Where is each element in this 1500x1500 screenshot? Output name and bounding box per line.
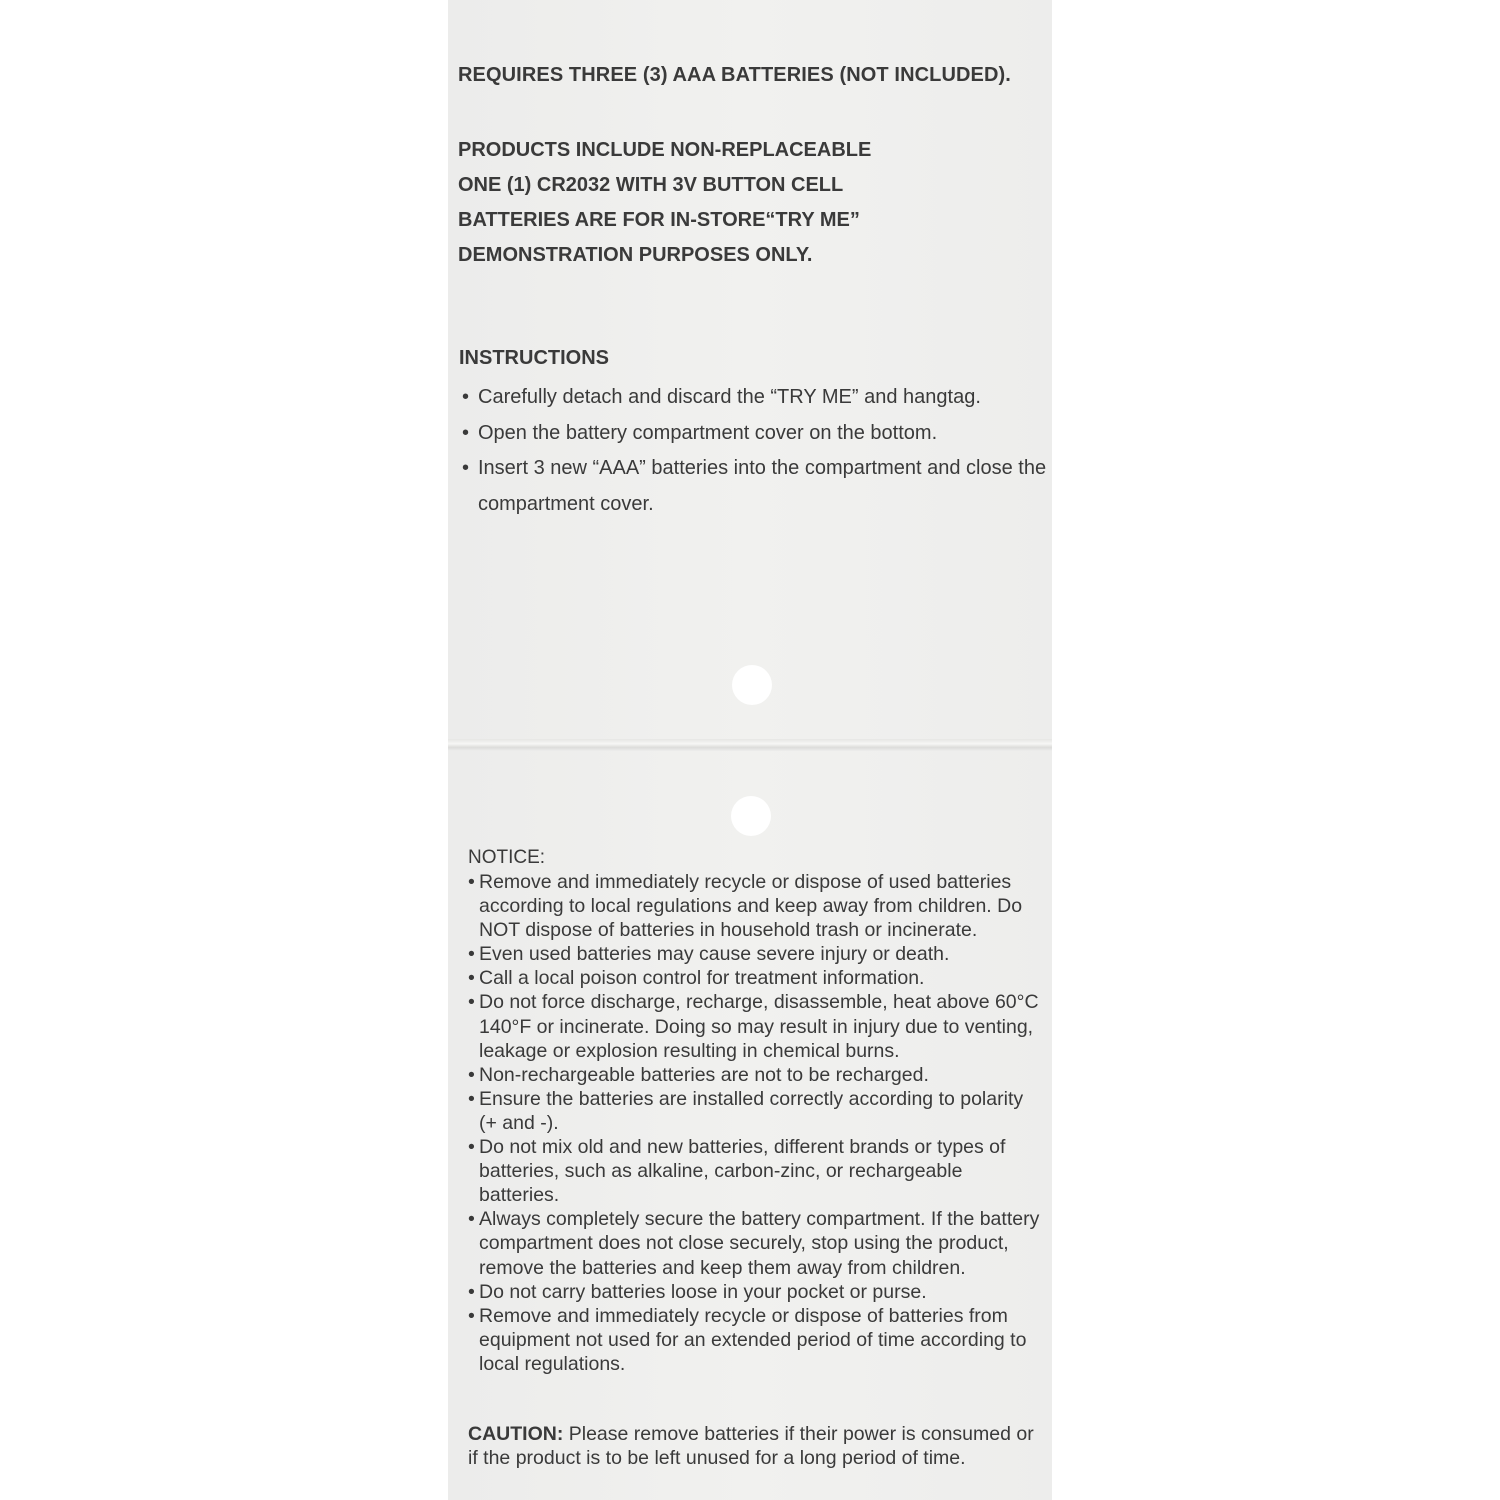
bullet-icon: •: [468, 871, 475, 893]
bullet-icon: •: [468, 967, 475, 990]
instruction-item: [462, 380, 1048, 416]
notice-item: [468, 870, 1040, 942]
caution-label: CAUTION:: [468, 1423, 564, 1445]
notice-text: Do not carry batteries loose in your pocket or purse.: [479, 1280, 927, 1303]
demo-battery-line: PRODUCTS INCLUDE NON-REPLACEABLE: [458, 139, 872, 161]
notice-list: [468, 870, 1040, 1376]
notice-item: [468, 966, 1040, 990]
notice-text: Remove and immediately recycle or dispose of batteries from equipment not used for an extended period of time according to local regulations.: [479, 1304, 1027, 1375]
instruction-item: [462, 451, 1048, 522]
instructions-heading: INSTRUCTIONS: [459, 347, 609, 369]
notice-item: [468, 1304, 1040, 1376]
demo-battery-line: BATTERIES ARE FOR IN-STORE“TRY ME”: [458, 209, 860, 231]
notice-text: Even used batteries may cause severe injury or death.: [479, 943, 950, 966]
hang-hole-bottom: [731, 796, 771, 836]
bullet-icon: •: [468, 991, 475, 1014]
notice-item: [468, 942, 1040, 966]
bullet-icon: •: [468, 1304, 475, 1327]
notice-text: Always completely secure the battery compartment. If the battery compartment does not close securely, stop using the product, remove the batteries and keep them away from children.: [479, 1208, 1040, 1279]
notice-item: [468, 1063, 1040, 1087]
instructions-list: [462, 380, 1048, 522]
fold-line: [448, 739, 1052, 751]
bullet-icon: •: [462, 421, 470, 444]
notice-item: [468, 1135, 1040, 1207]
notice-text: Do not mix old and new batteries, different brands or types of batteries, such as alkaline, carbon-zinc, or rechargeable batteries.: [479, 1136, 1006, 1207]
bullet-icon: •: [468, 1280, 475, 1303]
demo-battery-line: ONE (1) CR2032 WITH 3V BUTTON CELL: [458, 174, 844, 196]
instruction-text: Open the battery compartment cover on the bottom.: [478, 421, 938, 444]
caution-text: Please remove batteries if their power is consumed or if the product is to be left unused for a long period of time.: [468, 1423, 1034, 1469]
caution-note: [468, 1422, 1040, 1470]
notice-text: Ensure the batteries are installed correctly according to polarity (+ and -).: [479, 1087, 1024, 1134]
hang-hole-top: [732, 665, 772, 705]
battery-hangtag-card: [448, 0, 1052, 1500]
notice-text: Non-rechargeable batteries are not to be recharged.: [479, 1063, 929, 1086]
bullet-icon: •: [468, 943, 475, 966]
notice-item: [468, 990, 1040, 1062]
notice-text: Do not force discharge, recharge, disassemble, heat above 60°C 140°F or incinerate. Doing so may result in injury due to venting, leakage or explosion resulting in chemical burns.: [479, 991, 1039, 1062]
demo-battery-notice: [458, 133, 1048, 273]
bullet-icon: •: [468, 1087, 475, 1110]
bullet-icon: •: [468, 1063, 475, 1086]
demo-battery-line: DEMONSTRATION PURPOSES ONLY.: [458, 244, 813, 266]
bullet-icon: •: [468, 1208, 475, 1231]
notice-item: [468, 1280, 1040, 1304]
notice-heading: NOTICE:: [468, 847, 546, 868]
battery-requirement: REQUIRES THREE (3) AAA BATTERIES (NOT INCLUDED).: [458, 64, 1011, 86]
instruction-text: Carefully detach and discard the “TRY ME” and hangtag.: [478, 386, 981, 408]
notice-text: Call a local poison control for treatment information.: [479, 967, 925, 990]
notice-item: [468, 1207, 1040, 1279]
notice-item: [468, 1087, 1040, 1135]
instruction-text: Insert 3 new “AAA” batteries into the compartment and close the compartment cover.: [478, 457, 1047, 515]
bullet-icon: •: [462, 386, 470, 408]
bullet-icon: •: [468, 1136, 475, 1159]
instruction-item: [462, 416, 1048, 452]
bullet-icon: •: [462, 457, 470, 479]
notice-text: Remove and immediately recycle or dispose of used batteries according to local regulations and keep away from children. Do NOT dispose of batteries in household trash or incinerate.: [479, 871, 1023, 942]
